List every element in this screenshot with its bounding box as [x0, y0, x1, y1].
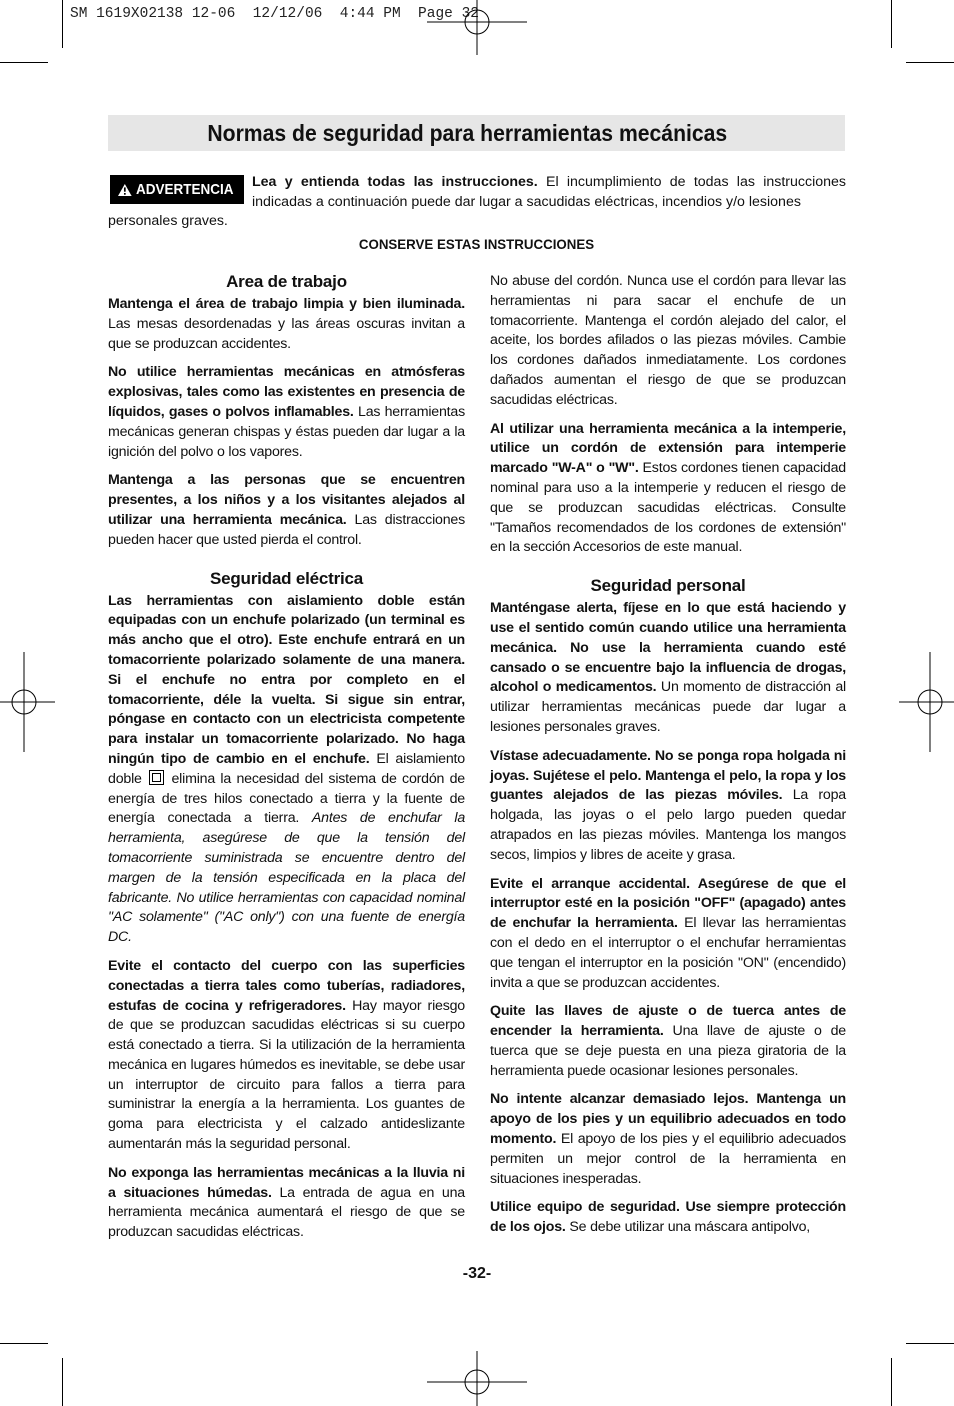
paragraph — [108, 957, 465, 1155]
paragraph-italic: Antes de enchufar la herramienta, asegúrese de que la tensión del tomacorriente suministrada se encuentre dentro del margen de la tensión especificada en la placa del fabricante. No utilice herramientas con capacidad nominal "AC solamente" ("AC only") con una fuente de energía DC. — [108, 810, 466, 946]
section-heading-area: Area de trabajo — [226, 272, 347, 291]
paragraph-body: El apoyo de los pies y el equilibrio adecuados permiten un mejor control de la herramienta en situaciones inesperadas. — [490, 1131, 846, 1187]
crop-mark — [906, 1343, 954, 1344]
paragraph — [108, 471, 465, 550]
paragraph: No abuse del cordón. Nunca use el cordón para llevar las herramientas ni para sacar el enchufe de un tomacorriente. Mantenga el cordón alejado del calor, el aceite, los bordes afilados o las piezas móviles. Cambie los cordones dañados inmediatamente. Los cordones dañados aumentan el riesgo de que se produzcan sacudidas eléctricas. — [490, 273, 846, 408]
paragraph-body: Se debe utilizar una máscara antipolvo, — [565, 1219, 811, 1236]
paragraph — [490, 875, 846, 994]
paragraph — [490, 1090, 846, 1189]
registration-mark-icon — [427, 1346, 527, 1406]
warning-triangle-icon — [118, 183, 132, 197]
paragraph-body: Estos cordones tienen capacidad nominal para uso a la intemperie y reducen el riesgo de que se produzcan sacudidas eléctricas. Consulte "Tamaños recomendados de los cordones de extensión" en la sección Accesorios de este manual. — [490, 460, 846, 556]
paragraph-lead: No exponga las herramientas mecánicas a la lluvia ni a situaciones húmedas. — [108, 1164, 465, 1201]
paragraph-body: elimina la necesidad del sistema de cordón de energía de tres hilos conectado a tierra y la fuente de energía conectada a tierra. — [108, 770, 465, 827]
paragraph-body: El aislamiento doble — [108, 750, 465, 787]
warning-text — [252, 172, 846, 212]
left-column — [108, 271, 465, 1252]
paragraph-lead: Mantenga a las personas que se encuentren presentes, a los niños y a los visitantes alejados al utilizar una herramienta mecánica. — [108, 472, 465, 528]
paragraph-body: Las mesas desordenadas y las áreas oscuras invitan a que se produzcan accidentes. — [108, 315, 465, 352]
paragraph-lead: Evite el arranque accidental. Asegúrese de que el interruptor esté en la posición "OFF" (apagado) antes de enchufar la herramienta. — [490, 875, 846, 932]
paragraph-lead: Manténgase alerta, fíjese en lo que está haciendo y use el sentido común cuando utilice una herramienta mecánica. No use la herramienta cuando esté cansado o se encuentre bajo la influencia de drogas, alcohol o medicamentos. — [490, 600, 846, 696]
printer-slug: SM 1619X02138 12-06 12/12/06 4:44 PM Page 32 — [70, 6, 479, 22]
paragraph-body: Una llave de ajuste o de tuerca que se deje puesta en una pieza giratoria de la herramienta puede ocasionar lesiones personales. — [490, 1023, 846, 1079]
right-column — [490, 272, 846, 1247]
paragraph-body: La ropa holgada, las joyas o el pelo largo pueden quedar atrapados en las piezas móviles. Mantenga los mangos secos, limpios y libres de aceite y grasa. — [490, 787, 846, 863]
warning-label: ADVERTENCIA — [135, 181, 234, 198]
warning-body: El incumplimiento de todas las instrucciones indicadas a continuación puede dar lugar a sacudidas eléctricas, incendios y/o lesiones — [252, 174, 846, 210]
registration-mark-icon — [894, 652, 954, 752]
crop-mark — [0, 62, 48, 63]
registration-mark-icon — [427, 0, 527, 60]
warning-lead: Lea y entienda todas las instrucciones. — [252, 174, 538, 190]
paragraph — [490, 1198, 846, 1238]
crop-mark — [891, 1358, 892, 1406]
crop-mark — [906, 62, 954, 63]
section-heading-personal: Seguridad personal — [590, 576, 746, 596]
paragraph — [490, 1002, 846, 1081]
paragraph-body: Hay mayor riesgo de que se produzcan sacudidas eléctricas si su cuerpo está conectado a tierra. Si la utilización de la herramienta mecánica en lugares húmedos es inevitable, se debe usar un interruptor de circuito para fallos a tierra para suministrar la energía a la herramienta. Los guantes de goma para electricista y el calzado antideslizante aumentarán más la seguridad personal. — [108, 997, 466, 1153]
crop-mark — [62, 0, 63, 48]
paragraph-lead: Utilice equipo de seguridad. Use siempre protección de los ojos. — [490, 1199, 846, 1236]
paragraph-lead: Evite el contacto del cuerpo con las superficies conectadas a tierra tales como tuberías, radiadores, estufas de cocina y refrigeradores. — [108, 957, 465, 1014]
paragraph-lead: Las herramientas con aislamiento doble están equipadas con un enchufe polarizado (un terminal es más ancho que el otro). Este enchufe entrará en un tomacorriente polarizado solamente de una manera. Si el enchufe no entra por completo en el tomacorriente, déle la vuelta. Si sigue sin entrar, póngase en contacto con un electricista competente para instalar un tomacorriente polarizado. No haga ningún tipo de cambio en el enchufe. — [108, 592, 465, 767]
paragraph — [490, 599, 846, 738]
page-title: Normas de seguridad para herramientas mecánicas — [207, 120, 728, 146]
paragraph-body: La entrada de agua en una herramienta mecánica aumentará el riesgo de que se produzcan sacudidas eléctricas. — [108, 1184, 465, 1241]
paragraph — [108, 1164, 465, 1243]
paragraph-lead: No intente alcanzar demasiado lejos. Mantenga un apoyo de los pies y un equilibrio adecuados en todo momento. — [490, 1091, 846, 1148]
title-bar — [108, 115, 845, 151]
paragraph-lead: Al utilizar una herramienta mecánica a la intemperie, utilice un cordón de extensión para intemperie marcado "W-A" o "W". — [490, 420, 846, 477]
paragraph-lead: Quite las llaves de ajuste o de tuerca antes de encender la herramienta. — [490, 1003, 846, 1040]
paragraph-body: Un momento de distracción al utilizar herramientas mecánicas puede dar lugar a lesiones personales graves. — [490, 679, 847, 735]
crop-mark — [891, 0, 892, 48]
paragraph-lead: Vístase adecuadamente. No se ponga ropa holgada ni joyas. Sujétese el pelo. Mantenga el pelo, la ropa y los guantes alejados de las piezas móviles. — [490, 747, 846, 804]
crop-mark — [62, 1358, 63, 1406]
conserve-heading: CONSERVE ESTAS INSTRUCCIONES — [358, 236, 595, 252]
paragraph-lead: Mantenga el área de trabajo limpia y bien iluminada. — [108, 296, 465, 312]
paragraph-lead: No utilice herramientas mecánicas en atmósferas explosivas, tales como las existentes en presencia de líquidos, gases o polvos inflamables. — [108, 364, 465, 420]
warning-badge — [110, 175, 244, 204]
paragraph — [108, 363, 465, 462]
paragraph — [108, 295, 465, 354]
paragraph — [490, 420, 846, 559]
paragraph-body: Las distracciones pueden hacer que usted pierda el control. — [108, 511, 465, 548]
paragraph-body: El llevar las herramientas con el dedo en el interruptor o el enchufar herramientas que tengan el interruptor en la posición "ON" (encendido) invita a que se produzcan accidentes. — [490, 915, 846, 991]
paragraph — [108, 592, 465, 948]
crop-mark — [0, 1343, 48, 1344]
registration-mark-icon — [0, 652, 60, 752]
section-heading-electrica: Seguridad eléctrica — [209, 568, 364, 588]
double-insulation-icon — [149, 770, 164, 785]
paragraph — [490, 747, 846, 866]
page-number: -32- — [462, 1265, 492, 1282]
paragraph-body: Las herramientas mecánicas generan chispas y éstas pueden dar lugar a la ignición del polvo o los vapores. — [108, 403, 466, 460]
warning-text-continued: personales graves. — [108, 213, 228, 229]
